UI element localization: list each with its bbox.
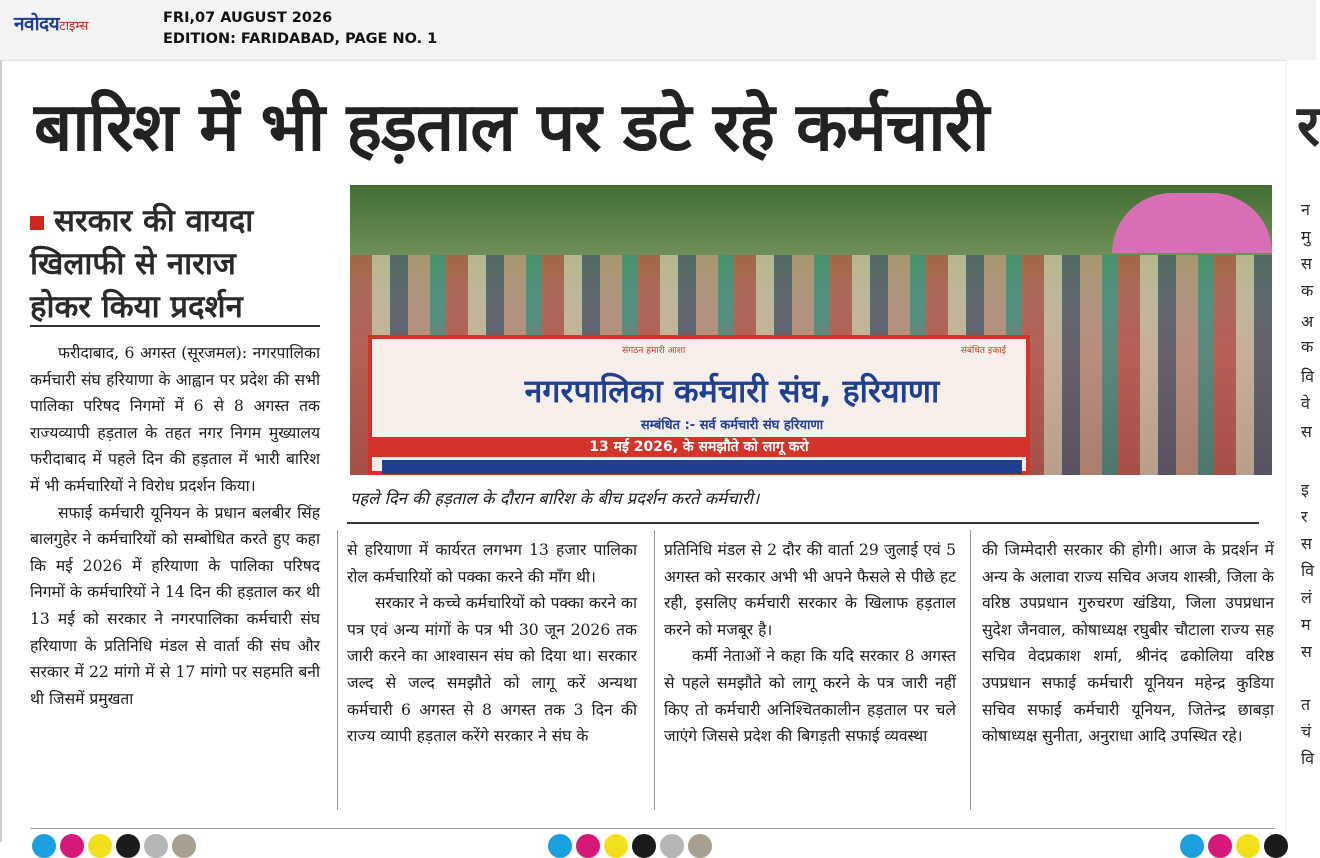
protest-photo bbox=[350, 185, 1272, 475]
paragraph: फरीदाबाद, 6 अगस्त (सूरजमल): नगरपालिका कर्मचारी संघ हरियाणा के आह्वान पर प्रदेश की सभी पालिका परिषद निगमों में 6 से 8 अगस्त तक राज्यव्यापी हड़ताल के तहत नगर निगम मुख्यालय फरीदाबाद में पहले दिन की हड़ताल में भारी बारिश में भी कर्मचारियों ने विरोध प्रदर्शन किया। bbox=[30, 344, 320, 495]
subheadline-line: सरकार की वायदा bbox=[54, 203, 254, 239]
edge-char: स bbox=[1301, 642, 1312, 661]
edge-char: न bbox=[1301, 200, 1310, 219]
next-article-edge bbox=[1286, 60, 1320, 842]
banner-top-left: संगठन हमारी आशा bbox=[622, 346, 686, 356]
edge-char: अ bbox=[1301, 312, 1314, 331]
edge-char: स bbox=[1301, 254, 1312, 273]
newspaper-logo bbox=[14, 10, 88, 36]
edge-char: म bbox=[1301, 615, 1311, 634]
edge-char: वि bbox=[1301, 749, 1315, 768]
paragraph: प्रतिनिधि मंडल से 2 दौर की वार्ता 29 जुलाई एवं 5 अगस्त को सरकार अभी भी अपने फैसले से पीछे हट रही, इसलिए कर्मचारी सरकार के खिलाफ हड़ताल करने को मजबूर है। bbox=[664, 541, 956, 639]
registration-mark bbox=[688, 834, 712, 858]
registration-mark bbox=[60, 834, 84, 858]
edge-char: स bbox=[1301, 534, 1312, 553]
article-column-1 bbox=[30, 340, 320, 712]
registration-mark bbox=[116, 834, 140, 858]
registration-mark bbox=[172, 834, 196, 858]
registration-mark bbox=[32, 834, 56, 858]
page-edge bbox=[0, 60, 2, 842]
bottom-rule bbox=[30, 828, 1275, 829]
column-rule bbox=[337, 530, 338, 810]
next-headline-fragment: र bbox=[1297, 94, 1320, 159]
banner-top-right: संबंधित इकाई bbox=[960, 346, 1006, 356]
banner-strip: 13 मई 2026, के समझौते को लागू करो bbox=[372, 437, 1026, 457]
edge-char: लं bbox=[1301, 588, 1312, 607]
edge-char: क bbox=[1301, 337, 1314, 356]
protest-banner bbox=[368, 335, 1030, 475]
edge-char: वि bbox=[1301, 561, 1315, 580]
edge-char: मु bbox=[1301, 227, 1311, 246]
registration-mark bbox=[88, 834, 112, 858]
photo-caption: पहले दिन की हड़ताल के दौरान बारिश के बीच प्रदर्शन करते कर्मचारी। bbox=[350, 489, 760, 508]
banner-subtitle: सम्बंधित :- सर्व कर्मचारी संघ हरियाणा bbox=[640, 418, 824, 433]
logo-main-text: नवोदय bbox=[14, 13, 60, 35]
registration-marks-right bbox=[1180, 834, 1288, 844]
edge-char: इ bbox=[1301, 480, 1309, 499]
registration-mark bbox=[660, 834, 684, 858]
logo-sub-text: टाइम्स bbox=[59, 19, 89, 34]
red-square-bullet-icon bbox=[30, 216, 44, 230]
registration-mark bbox=[1264, 834, 1288, 858]
subheadline-line: खिलाफी से नाराज bbox=[30, 246, 236, 282]
edition-page: EDITION: FARIDABAD, PAGE NO. 1 bbox=[163, 31, 438, 47]
edge-char: वि bbox=[1301, 367, 1315, 386]
registration-mark bbox=[1180, 834, 1204, 858]
edge-char: वे bbox=[1301, 394, 1310, 413]
article-subheadline bbox=[30, 200, 320, 329]
caption-rule bbox=[347, 522, 1259, 524]
column-rule bbox=[654, 530, 655, 810]
column-rule bbox=[970, 530, 971, 810]
registration-mark bbox=[576, 834, 600, 858]
registration-mark bbox=[548, 834, 572, 858]
banner-title: नगरपालिका कर्मचारी संघ, हरियाणा bbox=[524, 372, 940, 410]
subheadline-rule bbox=[30, 325, 320, 327]
edge-char: चं bbox=[1301, 722, 1312, 741]
registration-mark bbox=[632, 834, 656, 858]
subheadline-line: होकर किया प्रदर्शन bbox=[30, 289, 243, 325]
article-column-4 bbox=[982, 537, 1274, 750]
paragraph: सरकार ने कच्चे कर्मचारियों को पक्का करने का पत्र एवं अन्य मांगों के पत्र भी 30 जून 2026 तक जारी करने का आश्वासन संघ को दिया था। सरकार जल्द से जल्द समझौते को लागू करें अन्यथा कर्मचारी 6 अगस्त से 8 अगस्त तक 3 दिन की राज्य व्यापी हड़ताल करेंगे सरकार ने संघ के bbox=[347, 594, 637, 746]
issue-date: FRI,07 AUGUST 2026 bbox=[163, 10, 333, 26]
edition-info bbox=[163, 8, 437, 50]
paragraph: सफाई कर्मचारी यूनियन के प्रधान बलबीर सिंह बालगुहेर ने कर्मचारियों को सम्बोधित करते हुए कहा कि मई 2026 में हरियाणा के पालिका परिषद निगमों के कर्मचारियों ने 14 दिन की हड़ताल कर थी 13 मई को सरकार ने नगरपालिका कर्मचारी संघ हरियाणा के प्रतिनिधि मंडल से वार्ता की संघ और सरकार में 22 मांगो में से 17 मांगो पर सहमति बनी थी जिसमें प्रमुखता bbox=[30, 503, 320, 708]
article-column-3 bbox=[664, 537, 956, 750]
paragraph: की जिम्मेदारी सरकार की होगी। आज के प्रदर्शन में अन्य के अलावा राज्य सचिव अजय शास्त्री, जिला के वरिष्ठ उपप्रधान गुरुचरण खंडिया, जिला उपप्रधान सुदेश जैनवाल, कोषाध्यक्ष रघुबीर चौटाला राज्य सह सचिव वेदप्रकाश शर्मा, श्रीनंद ढकोलिया वरिष्ठ उपप्रधान सफाई कर्मचारी यूनियन महेन्द्र कुडिया सचिव सफाई कर्मचारी यूनियन, जितेन्द्र छाबड़ा कोषाध्यक्ष सुनीता, अनुराधा आदि उपस्थित रहे। bbox=[982, 541, 1274, 746]
registration-mark bbox=[144, 834, 168, 858]
registration-marks-left bbox=[32, 834, 196, 844]
article-column-2 bbox=[347, 537, 637, 750]
masthead-bar bbox=[0, 0, 1316, 61]
registration-mark bbox=[1208, 834, 1232, 858]
edge-char: त bbox=[1301, 695, 1311, 714]
paragraph: कर्मी नेताओं ने कहा कि यदि सरकार 8 अगस्त से पहले समझौते को लागू करने के पत्र जारी नहीं किए तो कर्मचारी अनिश्चितकालीन हड़ताल पर चले जाएंगे जिससे प्रदेश की बिगड़ती सफाई व्यवस्था bbox=[664, 647, 956, 746]
edge-char: क bbox=[1301, 281, 1314, 300]
registration-marks-center bbox=[548, 834, 712, 844]
registration-mark bbox=[604, 834, 628, 858]
article-headline: बारिश में भी हड़ताल पर डटे रहे कर्मचारी bbox=[34, 88, 989, 166]
paragraph: से हरियाणा में कार्यरत लगभग 13 हजार पालिका रोल कर्मचारियों को पक्का करने की माँग थी। bbox=[347, 541, 637, 586]
banner-fine-print bbox=[382, 460, 1022, 474]
registration-mark bbox=[1236, 834, 1260, 858]
edge-char: र bbox=[1301, 507, 1308, 526]
edge-char: स bbox=[1301, 422, 1312, 441]
